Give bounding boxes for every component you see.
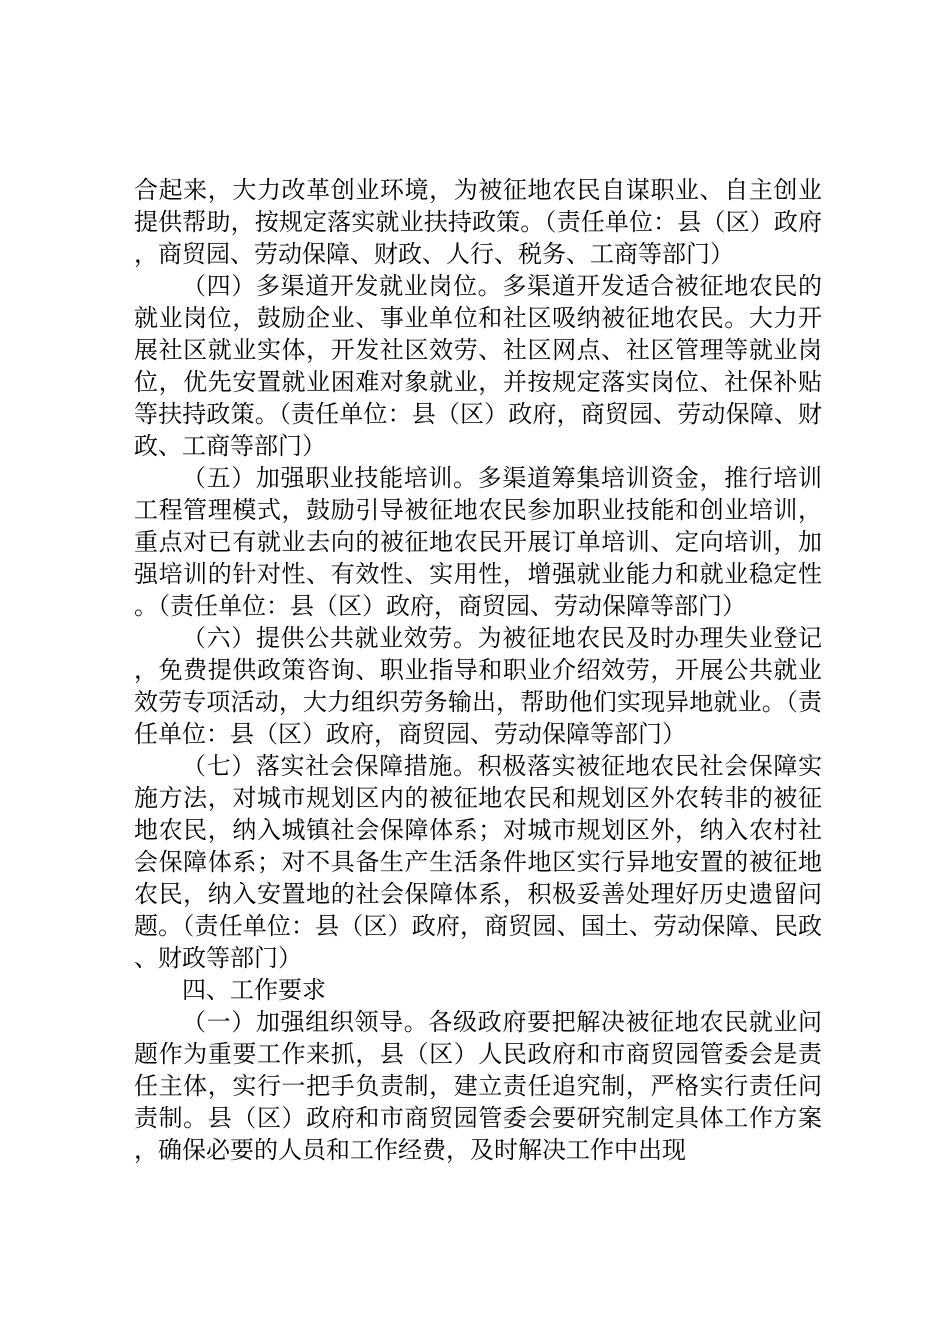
paragraph-continuation: 合起来，大力改革创业环境，为被征地农民自谋职业、自主创业提供帮助，按规定落实就业扶持政策。（责任单位：县（区）政府，商贸园、劳动保障、财政、人行、税务、工商等部门） <box>134 176 822 268</box>
paragraph-section-5: （五）加强职业技能培训。多渠道筹集培训资金，推行培训工程管理模式，鼓励引导被征地农民参加职业技能和创业培训，重点对已有就业去向的被征地农民开展订单培训、定向培训，加强培训的针对性、有效性、实用性，增强就业能力和就业稳定性。（责任单位：县（区）政府，商贸园、劳动保障等部门） <box>134 464 822 620</box>
paragraph-section-6: （六）提供公共就业效劳。为被征地农民及时办理失业登记，免费提供政策咨询、职业指导和职业介绍效劳，开展公共就业效劳专项活动，大力组织劳务输出，帮助他们实现异地就业。（责任单位：县（区）政府，商贸园、劳动保障等部门） <box>134 624 822 748</box>
paragraph-section-4: （四）多渠道开发就业岗位。多渠道开发适合被征地农民的就业岗位，鼓励企业、事业单位和社区吸纳被征地农民。大力开展社区就业实体，开发社区效劳、社区网点、社区管理等就业岗位，优先安置就业困难对象就业，并按规定落实岗位、社保补贴等扶持政策。（责任单位：县（区）政府，商贸园、劳动保障、财政、工商等部门） <box>134 272 822 460</box>
paragraph-requirement-1: （一）加强组织领导。各级政府要把解决被征地农民就业问题作为重要工作来抓，县（区）人民政府和市商贸园管委会是责任主体，实行一把手负责制，建立责任追究制，严格实行责任问责制。县（区）政府和市商贸园管委会要研究制定具体工作方案，确保必要的人员和工作经费，及时解决工作中出现 <box>134 1008 822 1164</box>
document-body <box>134 174 822 1166</box>
paragraph-section-7: （七）落实社会保障措施。积极落实被征地农民社会保障实施方法，对城市规划区内的被征地农民和规划区外农转非的被征地农民，纳入城镇社会保障体系；对城市规划区外，纳入农村社会保障体系；对不具备生产生活条件地区实行异地安置的被征地农民，纳入安置地的社会保障体系，积极妥善处理好历史遗留问题。（责任单位：县（区）政府，商贸园、国土、劳动保障、民政、财政等部门） <box>134 752 822 972</box>
section-heading-work-requirements: 四、工作要求 <box>182 976 326 1004</box>
